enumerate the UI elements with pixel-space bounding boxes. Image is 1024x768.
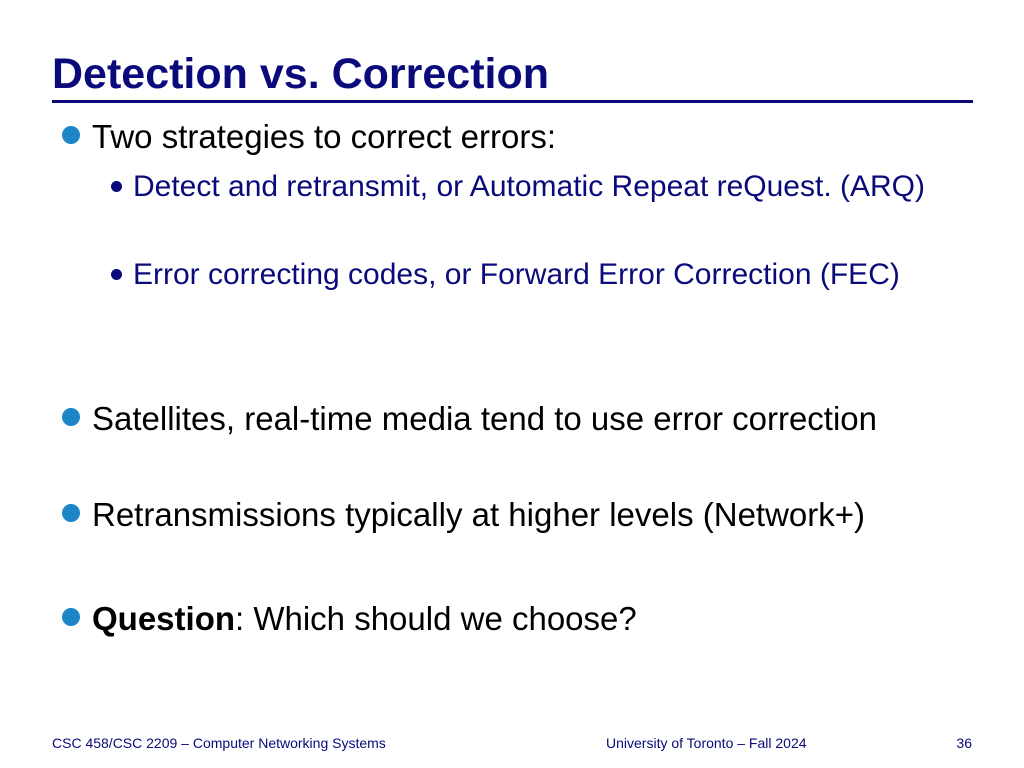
- title-underline: [52, 100, 973, 103]
- bullet-text: Two strategies to correct errors:: [92, 118, 556, 155]
- question-text: : Which should we choose?: [235, 600, 637, 637]
- bullet-item: [92, 397, 972, 440]
- question-label: Question: [92, 600, 236, 637]
- bullet-text: Satellites, real-time media tend to use error correction: [92, 400, 878, 437]
- bullet-text: Retransmissions typically at higher levels (Network+): [92, 496, 866, 533]
- slide-number: 36: [956, 735, 972, 751]
- bullet-item: [92, 597, 972, 640]
- sub-bullet-dot-icon: [111, 181, 122, 192]
- slide-title: Detection vs. Correction: [52, 50, 549, 98]
- sub-bullet-text: Error correcting codes, or Forward Error Correction (FEC): [133, 258, 900, 291]
- bullet-dot-icon: [62, 504, 80, 522]
- footer-institution: University of Toronto – Fall 2024: [606, 735, 807, 751]
- sub-bullet-item: [133, 167, 953, 207]
- sub-bullet-dot-icon: [111, 269, 122, 280]
- bullet-dot-icon: [62, 608, 80, 626]
- footer-course: CSC 458/CSC 2209 – Computer Networking Systems: [52, 735, 386, 751]
- bullet-dot-icon: [62, 126, 80, 144]
- sub-bullet-text: Detect and retransmit, or Automatic Repeat reQuest. (ARQ): [133, 170, 925, 203]
- bullet-dot-icon: [62, 408, 80, 426]
- bullet-item: [92, 493, 972, 536]
- bullet-item: [92, 115, 972, 158]
- sub-bullet-item: [133, 255, 953, 295]
